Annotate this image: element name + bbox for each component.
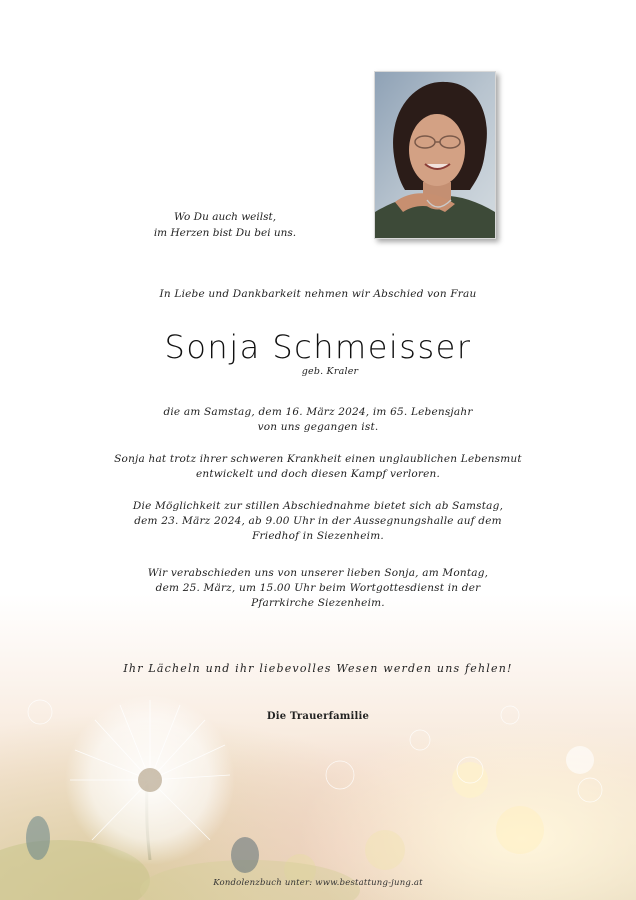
viewing-paragraph: [0, 499, 636, 544]
viewing-line-1: Die Möglichkeit zur stillen Abschiednahme bietet sich ab Samstag,: [132, 500, 504, 512]
motto-line-2: im Herzen bist Du bei uns.: [153, 227, 297, 239]
death-announcement: [0, 405, 636, 435]
service-paragraph: [0, 566, 636, 611]
motto-line-1: Wo Du auch weilst,: [173, 211, 277, 223]
condolence-book-link[interactable]: Kondolenzbuch unter: www.bestattung-jung.at: [213, 878, 423, 888]
service-line-1: Wir verabschieden uns von unserer lieben Sonja, am Montag,: [147, 567, 489, 579]
family-signature: Die Trauerfamilie: [266, 711, 370, 722]
portrait-photo: [374, 71, 496, 239]
deceased-name: Sonja Schmeisser: [164, 328, 472, 366]
memorial-motto: [120, 209, 330, 241]
courage-line-2: entwickelt und doch diesen Kampf verloren.: [195, 468, 441, 480]
courage-paragraph: [0, 452, 636, 482]
courage-line-1: Sonja hat trotz ihrer schweren Krankheit einen unglaublichen Lebensmut: [114, 453, 522, 465]
death-line-1: die am Samstag, dem 16. März 2024, im 65. Lebensjahr: [163, 406, 473, 418]
birth-name: geb. Kraler: [301, 366, 359, 377]
viewing-line-2: dem 23. März 2024, ab 9.00 Uhr in der Aussegnungshalle auf dem: [134, 515, 502, 527]
intro-text: In Liebe und Dankbarkeit nehmen wir Abschied von Frau: [159, 288, 477, 300]
death-line-2: von uns gegangen ist.: [257, 421, 379, 433]
viewing-line-3: Friedhof in Siezenheim.: [252, 530, 384, 542]
service-line-3: Pfarrkirche Siezenheim.: [251, 597, 385, 609]
farewell-line: Ihr Lächeln und ihr liebevolles Wesen werden uns fehlen!: [123, 662, 513, 675]
portrait-illustration: [375, 72, 495, 238]
service-line-2: dem 25. März, um 15.00 Uhr beim Wortgottesdienst in der: [155, 582, 481, 594]
